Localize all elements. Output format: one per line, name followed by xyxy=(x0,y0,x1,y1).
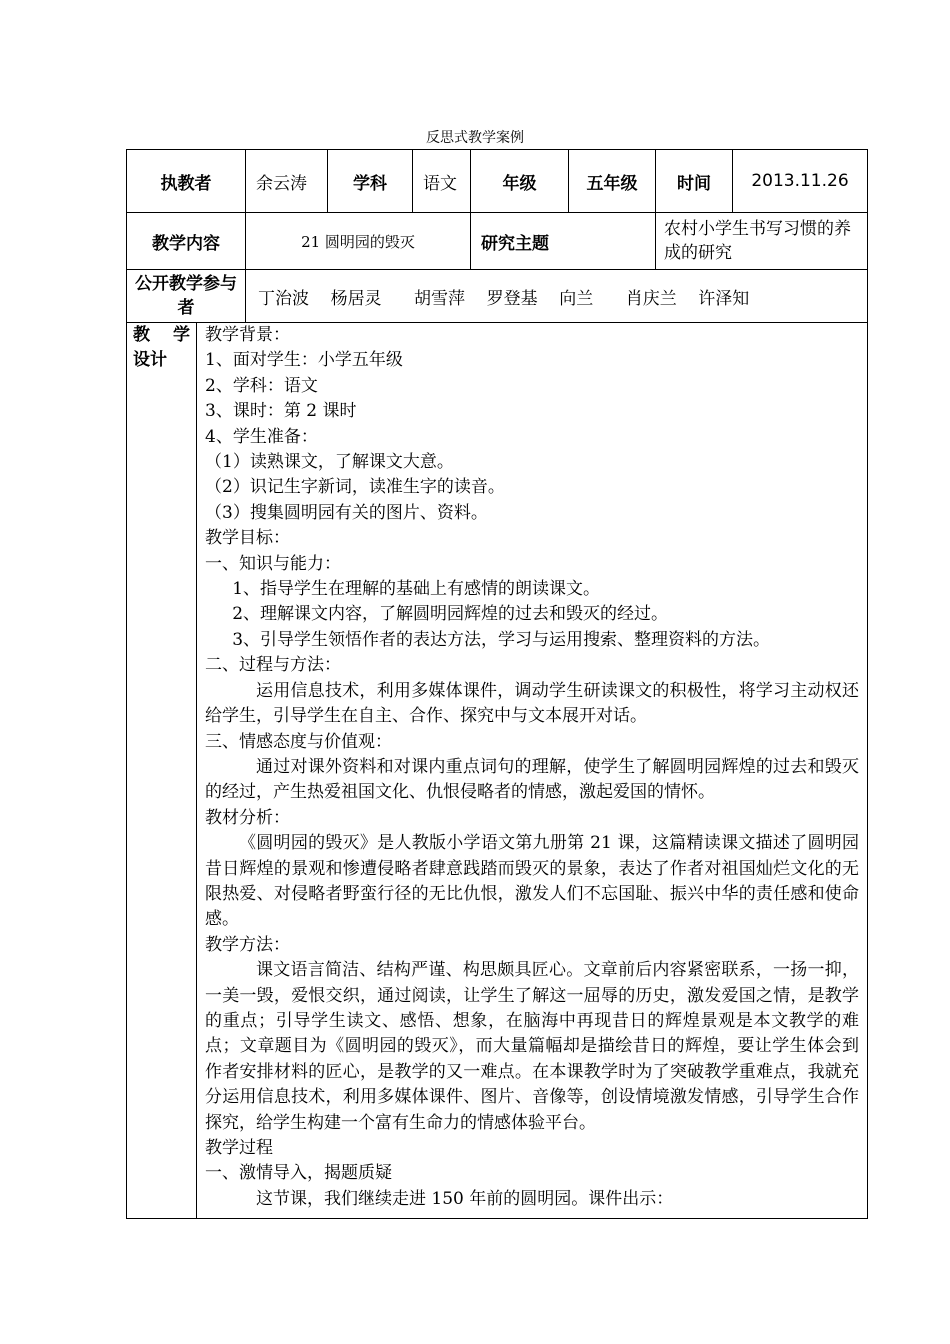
design-line: 一、激情导入，揭题质疑 xyxy=(205,1163,392,1184)
design-label-line-2: 设计 xyxy=(133,350,167,370)
design-line: 2、理解课文内容，了解圆明园辉煌的过去和毁灭的经过。 xyxy=(232,604,669,625)
teacher-label: 执教者 xyxy=(127,150,246,213)
design-line: （1）读熟课文，了解课文大意。 xyxy=(205,452,454,473)
design-line: 3、课时：第 2 课时 xyxy=(205,401,357,422)
design-line: 4、学生准备： xyxy=(205,426,318,447)
design-line: 教学背景： xyxy=(205,325,290,345)
design-line: 教学过程 xyxy=(205,1138,273,1158)
design-line: 二、过程与方法： xyxy=(205,655,341,676)
content-label: 教学内容 xyxy=(127,213,246,270)
design-line: 教学目标： xyxy=(205,528,290,549)
time-label: 时间 xyxy=(656,150,733,213)
time-value: 2013.11.26 xyxy=(733,150,868,213)
subject-value: 语文 xyxy=(413,150,471,213)
design-line: 一、知识与能力： xyxy=(205,553,341,574)
topic-label: 研究主题 xyxy=(471,213,656,270)
design-row xyxy=(127,323,868,1219)
topic-value: 农村小学生书写习惯的养成的研究 xyxy=(656,213,868,270)
design-paragraph: 课文语言简洁、结构严谨、构思颇具匠心。文章前后内容紧密联系，一扬一抑，一美一毁，爱恨交织，通过阅读，让学生了解这一屈辱的历史，激发爱国之情，是教学的重点；引导学生读文、感悟、想象，在脑海中再现昔日的辉煌景观是本文教学的难点；文章题目为《圆明园的毁灭》，而大量篇幅却是描绘昔日的辉煌，要让学生体会到作者安排材料的匠心，是教学的又一难点。在本课教学时为了突破教学重难点，我就充分运用信息技术，利用多媒体课件、图片、音像等，创设情境激发情感，引导学生合作探究，给学生构建一个富有生命力的情感体验平台。 xyxy=(205,960,859,1133)
design-paragraph: 通过对课外资料和对课内重点词句的理解，使学生了解圆明园辉煌的过去和毁灭的经过，产生热爱祖国文化、仇恨侵略者的情感，激起爱国的情怀。 xyxy=(205,756,859,803)
design-content xyxy=(197,323,868,1219)
design-label-char-2: 学 xyxy=(173,325,190,345)
design-line: 3、引导学生领悟作者的表达方法，学习与运用搜索、整理资料的方法。 xyxy=(232,629,771,650)
design-line: 教学方法： xyxy=(205,934,290,955)
info-row-3 xyxy=(127,270,868,323)
design-paragraph: 《圆明园的毁灭》是人教版小学语文第九册第 21 课，这篇精读课文描述了圆明园昔日辉煌的景观和惨遭侵略者肆意践踏而毁灭的景象，表达了作者对祖国灿烂文化的无限热爱、对侵略者野蛮行径的无比仇恨，激发人们不忘国耻、振兴中华的责任感和使命感。 xyxy=(205,833,859,930)
info-row-2 xyxy=(127,213,868,270)
participants-label: 公开教学参与者 xyxy=(127,270,246,323)
design-line: 1、指导学生在理解的基础上有感情的朗读课文。 xyxy=(232,579,601,600)
design-line: （3）搜集圆明园有关的图片、资料。 xyxy=(205,502,488,523)
design-label-char-1: 教 xyxy=(133,325,150,345)
participants-list: 丁治波 杨居灵 胡雪萍 罗登基 向兰 肖庆兰 许泽知 xyxy=(246,270,868,323)
grade-value: 五年级 xyxy=(569,150,656,213)
design-paragraph: 运用信息技术，利用多媒体课件，调动学生研读课文的积极性，将学习主动权还给学生，引导学生在自主、合作、探究中与文本展开对话。 xyxy=(205,680,859,727)
design-paragraph: 这节课，我们继续走进 150 年前的圆明园。课件出示： xyxy=(256,1188,674,1209)
document-title: 反思式教学案例 xyxy=(426,130,524,146)
design-line: 教材分析： xyxy=(205,807,290,828)
design-line: （2）识记生字新词，读准生字的读音。 xyxy=(205,477,505,498)
design-line: 三、情感态度与价值观： xyxy=(205,731,392,752)
design-line: 1、面对学生：小学五年级 xyxy=(205,350,403,371)
content-value: 21 圆明园的毁灭 xyxy=(246,213,471,270)
teaching-case-table xyxy=(126,149,868,1219)
subject-label: 学科 xyxy=(328,150,413,213)
design-line: 2、学科：语文 xyxy=(205,375,318,396)
design-label xyxy=(127,323,197,1219)
teacher-value: 余云涛 xyxy=(246,150,328,213)
grade-label: 年级 xyxy=(471,150,569,213)
info-row-1 xyxy=(127,150,868,213)
